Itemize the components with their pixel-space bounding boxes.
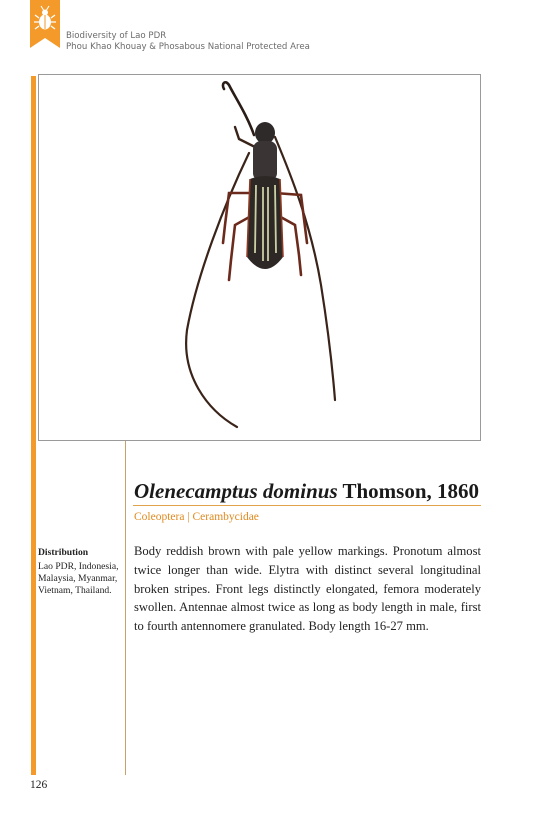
beetle-icon (30, 0, 60, 48)
specimen-photo (38, 74, 481, 441)
accent-stripe (31, 76, 36, 775)
column-divider (125, 441, 126, 775)
distribution-heading: Distribution (38, 547, 89, 558)
header-title: Biodiversity of Lao PDR (66, 31, 167, 41)
beetle-illustration (39, 75, 482, 442)
distribution-text: Lao PDR, Indonesia, Malaysia, Myanmar, Vietnam, Thailand. (38, 561, 119, 596)
species-author: Thomson, 1860 (337, 479, 480, 503)
species-title (134, 479, 479, 504)
header-subtitle: Phou Khao Khouay & Phosabous National Protected Area (66, 42, 310, 52)
species-name: Olenecamptus dominus (134, 479, 338, 503)
page-number: 126 (30, 779, 48, 791)
taxonomy-line: Coleoptera | Cerambycidae (134, 511, 259, 523)
species-description: Body reddish brown with pale yellow markings. Pronotum almost twice longer than wide. Elytra with distinct several longitudinal broken stripes. Front legs distinctly elongated, femora moderately swollen. Antennae almost twice as long as body length in male, first to fourth antennomere granulated. Body length 16-27 mm. (134, 544, 481, 634)
title-rule (133, 505, 481, 506)
